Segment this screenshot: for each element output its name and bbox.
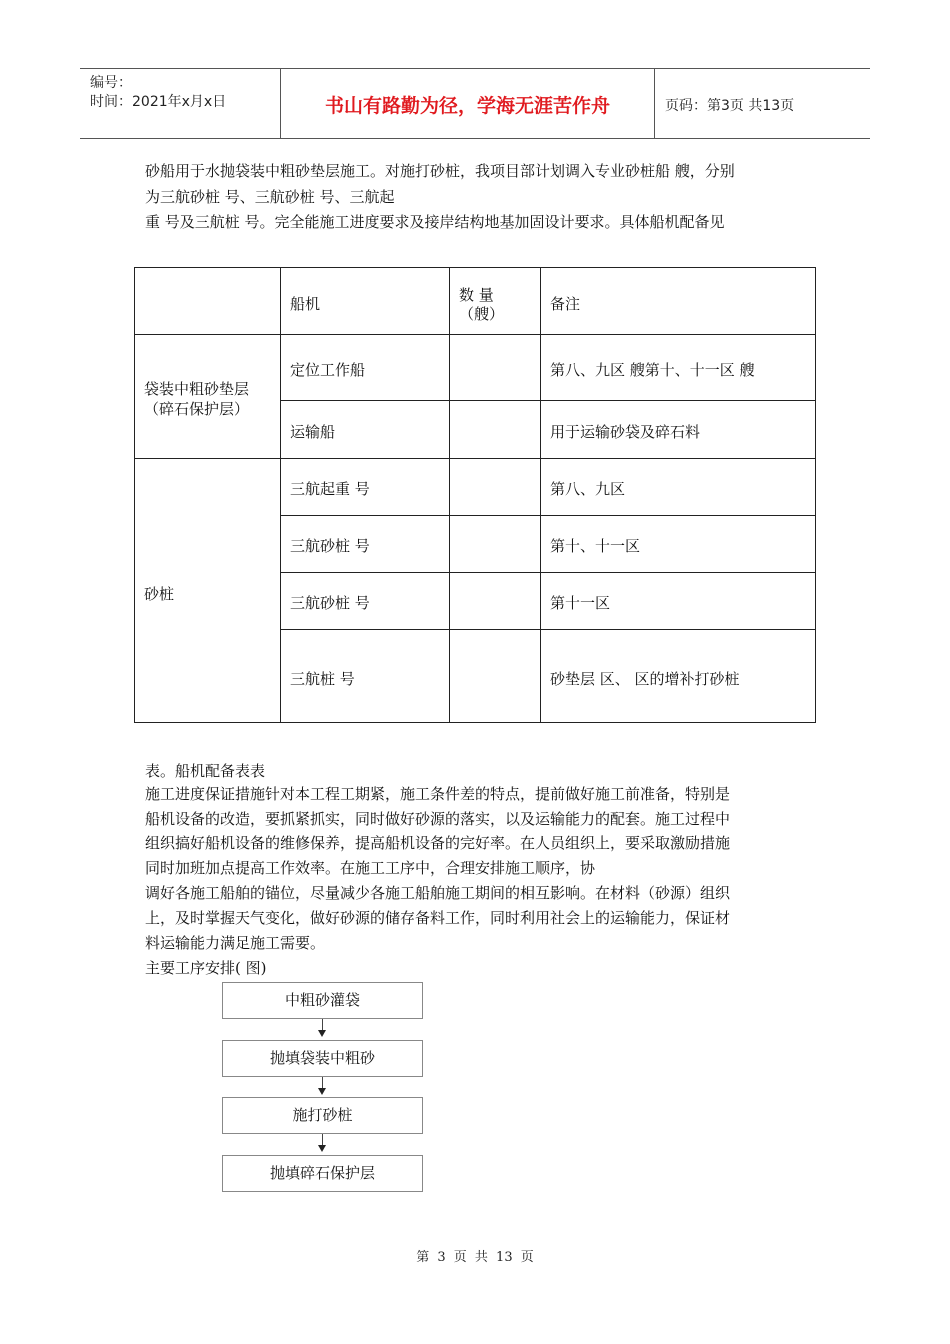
table-row-note: 第十、十一区: [550, 537, 641, 555]
paragraph2-line: 组织搞好船机设备的维修保养，提高船机设备的完好率。在人员组织上，要采取激励措施: [145, 834, 731, 852]
table-header-ship: 船机: [290, 295, 321, 313]
table-row-ship: 三航起重 号: [290, 480, 370, 498]
flow-connector: [322, 1077, 323, 1088]
group2-label: 砂桩: [144, 585, 175, 603]
flow-step-dump-bags: 抛填袋装中粗砂: [222, 1040, 423, 1077]
paragraph1-line3: 重 号及三航桩 号。完全能施工进度要求及接岸结构地基加固设计要求。具体船机配备见: [145, 213, 725, 231]
table-row-ship: 运输船: [290, 423, 336, 441]
table-row-ship: 三航桩 号: [290, 670, 355, 688]
header-motto-cell: [281, 69, 655, 138]
page-header: [80, 68, 870, 139]
paragraph2-line: 船机设备的改造，要抓紧抓实，同时做好砂源的落实，以及运输能力的配套。施工过程中: [145, 810, 731, 828]
header-page-cell: [655, 69, 870, 138]
flow-step-sand-piles: 施打砂桩: [222, 1097, 423, 1134]
group1-label: 袋装中粗砂垫层: [144, 380, 250, 398]
table-row-note: 砂垫层 区、 区的增补打砂桩: [550, 670, 740, 688]
arrow-down-icon: [318, 1030, 326, 1037]
table-header-note: 备注: [550, 295, 581, 313]
table-row-note: 第十一区: [550, 594, 611, 612]
flowchart-caption: 主要工序安排( 图): [145, 959, 267, 977]
paragraph2-line: 调好各施工船舶的锚位，尽量减少各施工船舶施工期间的相互影响。在材料（砂源）组织: [145, 884, 731, 902]
table-header-qty-unit: （艘）: [459, 305, 505, 323]
page-footer: 第 3 页 共 13 页: [416, 1250, 534, 1265]
paragraph2-line: 上，及时掌握天气变化，做好砂源的储存备料工作，同时利用社会上的运输能力，保证材: [145, 909, 731, 927]
paragraph1-line1: 砂船用于水抛袋装中粗砂垫层施工。对施打砂桩，我项目部计划调入专业砂桩船 艘，分别: [145, 162, 735, 180]
ship-equipment-table: [134, 267, 816, 723]
flow-step-gravel-layer: 抛填碎石保护层: [222, 1155, 423, 1192]
paragraph2-line: 料运输能力满足施工需要。: [145, 934, 326, 952]
arrow-down-icon: [318, 1145, 326, 1152]
group1-label-sub: （碎石保护层）: [144, 400, 250, 418]
paragraph2-line: 同时加班加点提高工作效率。在施工工序中，合理安排施工顺序，协: [145, 859, 596, 877]
paragraph1-line2: 为三航砂桩 号、三航砂桩 号、三航起: [145, 188, 395, 206]
table-row-ship: 定位工作船: [290, 361, 366, 379]
header-motto: 书山有路勤为径，学海无涯苦作舟: [324, 95, 610, 117]
doc-time-label: 时间：2021年x月x日: [90, 94, 227, 110]
table-caption: 表。船机配备表表: [145, 762, 266, 780]
header-page-code: 页码：第3页 共13页: [665, 98, 795, 114]
doc-number-label: 编号：: [90, 75, 132, 91]
header-info-cell: [80, 69, 281, 138]
paragraph2-line: 施工进度保证措施针对本工程工期紧，施工条件差的特点，提前做好施工前准备，特别是: [145, 785, 731, 803]
arrow-down-icon: [318, 1088, 326, 1095]
flow-step-fill-bags: 中粗砂灌袋: [222, 982, 423, 1019]
table-row-note: 第八、九区: [550, 480, 626, 498]
table-header-qty: 数 量: [459, 286, 494, 304]
flow-connector: [322, 1134, 323, 1145]
table-row-ship: 三航砂桩 号: [290, 594, 370, 612]
flow-connector: [322, 1019, 323, 1030]
table-row-note: 用于运输砂袋及碎石料: [550, 423, 701, 441]
table-row-ship: 三航砂桩 号: [290, 537, 370, 555]
table-row-note: 第八、九区 艘第十、十一区 艘: [550, 361, 755, 379]
